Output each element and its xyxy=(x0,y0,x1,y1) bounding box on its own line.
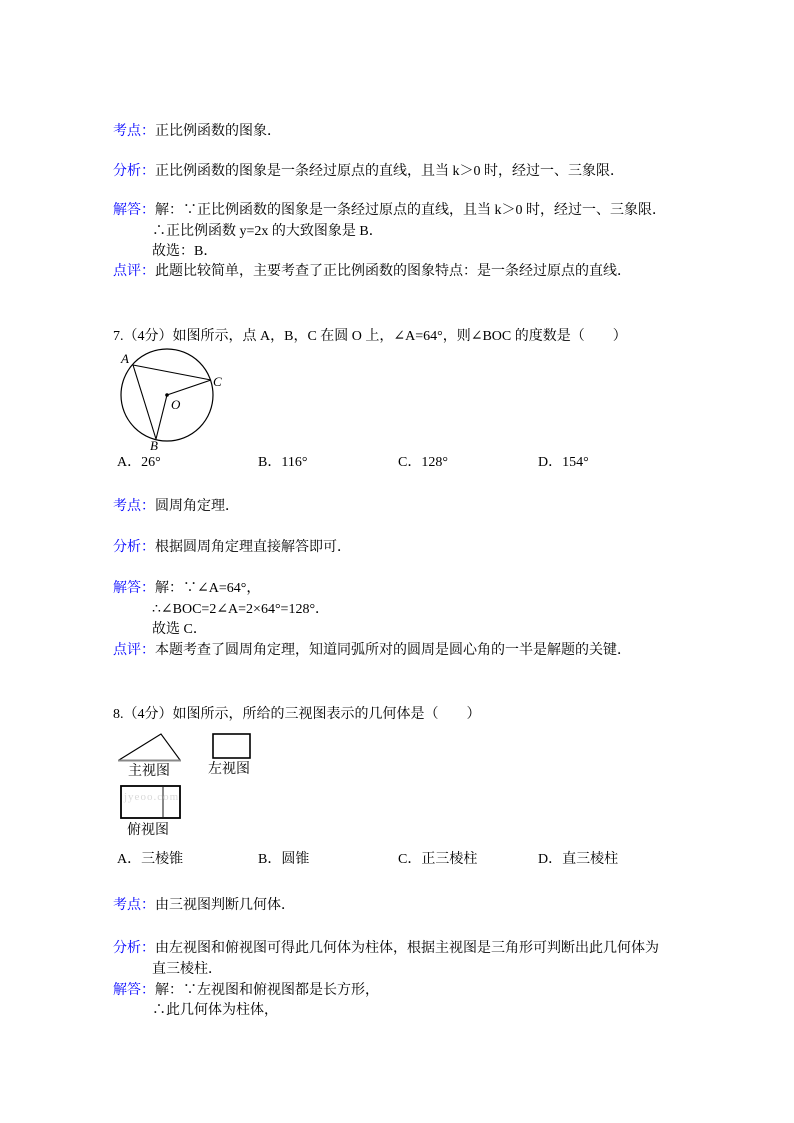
jieda-text1: 解：∵∠A=64°， xyxy=(155,581,261,596)
q7-dianping-line xyxy=(113,643,631,659)
jieda-label: 解答： xyxy=(113,983,155,998)
q6-dianping-line xyxy=(113,264,631,280)
q8-jieda-line1 xyxy=(113,983,379,999)
q6-jieda-line2 xyxy=(152,224,383,240)
q7-option-d: D．154° xyxy=(538,455,589,470)
radius-ob xyxy=(156,395,167,439)
q7-jieda-line2 xyxy=(152,602,329,618)
q7-jieda-line1 xyxy=(113,581,260,597)
kaodian-text: 圆周角定理． xyxy=(155,499,239,514)
fenxi-text2: 直三棱柱． xyxy=(152,962,222,977)
q6-kaodian-line xyxy=(113,124,281,140)
jieda-text2: ∴此几何体为柱体， xyxy=(152,1003,278,1018)
q8-title: 8.（4分）如图所示，所给的三视图表示的几何体是（ ） xyxy=(113,707,481,722)
fenxi-label: 分析： xyxy=(113,164,155,179)
dianping-label: 点评： xyxy=(113,643,155,658)
dianping-text: 本题考查了圆周角定理，知道同弧所对的圆周是圆心角的一半是解题的关键． xyxy=(155,643,631,658)
kaodian-label: 考点： xyxy=(113,124,155,139)
q7-title: 7.（4分）如图所示，点 A，B，C 在圆 O 上，∠A=64°，则∠BOC 的度数是（ ） xyxy=(113,329,627,344)
jieda-text2: ∴正比例函数 y=2x 的大致图象是 B． xyxy=(152,224,383,239)
point-c-label: C xyxy=(213,374,222,389)
jieda-text1: 解：∵左视图和俯视图都是长方形， xyxy=(155,983,379,998)
q6-jieda-line1 xyxy=(113,203,666,219)
q8-option-a: A．三棱锥 xyxy=(117,852,184,867)
kaodian-label: 考点： xyxy=(113,898,155,913)
q8-kaodian-line xyxy=(113,898,295,914)
chord-ac xyxy=(133,365,211,380)
kaodian-text: 正比例函数的图象． xyxy=(155,124,281,139)
q7-option-b: B．116° xyxy=(258,455,308,470)
jieda-text3: 故选：B． xyxy=(152,244,218,259)
q6-jieda-line3 xyxy=(152,244,217,260)
q8-option-b: B．圆锥 xyxy=(258,852,310,867)
jieda-text3: 故选 C． xyxy=(152,622,207,637)
circle-figure xyxy=(112,347,230,453)
jieda-text1: 解：∵正比例函数的图象是一条经过原点的直线，且当 k＞0 时，经过一、三象限． xyxy=(155,203,666,218)
front-view-label: 主视图 xyxy=(128,764,170,779)
side-view-label: 左视图 xyxy=(208,762,250,777)
front-view-triangle-sides xyxy=(119,734,180,760)
point-b-label: B xyxy=(150,438,158,453)
q7-option-c: C．128° xyxy=(398,455,448,470)
center-o-label: O xyxy=(171,397,181,412)
chord-ab xyxy=(133,365,156,439)
q7-option-a: A．26° xyxy=(117,455,161,470)
kaodian-label: 考点： xyxy=(113,499,155,514)
q7-fenxi-line xyxy=(113,540,351,556)
jieda-text2: ∴∠BOC=2∠A=2×64°=128°． xyxy=(152,602,330,617)
kaodian-text: 由三视图判断几何体． xyxy=(155,898,295,913)
q8-jieda-line2 xyxy=(152,1003,278,1019)
dianping-label: 点评： xyxy=(113,264,155,279)
center-dot xyxy=(165,393,169,397)
q7-kaodian-line xyxy=(113,499,239,515)
jieda-label: 解答： xyxy=(113,581,155,596)
fenxi-text1: 由左视图和俯视图可得此几何体为柱体，根据主视图是三角形可判断出此几何体为 xyxy=(155,941,659,956)
q8-option-d: D．直三棱柱 xyxy=(538,852,619,867)
fenxi-text: 根据圆周角定理直接解答即可． xyxy=(155,540,351,555)
point-a-label: A xyxy=(121,351,129,366)
top-view-label: 俯视图 xyxy=(127,823,169,838)
fenxi-label: 分析： xyxy=(113,941,155,956)
q7-jieda-line3 xyxy=(152,622,207,638)
q6-fenxi-line xyxy=(113,164,624,180)
q8-fenxi-line1 xyxy=(113,941,659,957)
jieda-label: 解答： xyxy=(113,203,155,218)
q8-fenxi-line2 xyxy=(152,962,222,978)
fenxi-label: 分析： xyxy=(113,540,155,555)
fenxi-text: 正比例函数的图象是一条经过原点的直线，且当 k＞0 时，经过一、三象限． xyxy=(155,164,624,179)
radius-oc xyxy=(167,380,211,395)
q8-option-c: C．正三棱柱 xyxy=(398,852,478,867)
dianping-text: 此题比较简单，主要考查了正比例函数的图象特点：是一条经过原点的直线． xyxy=(155,264,631,279)
side-view-rect xyxy=(213,734,250,758)
watermark: jyeoo.com xyxy=(124,791,180,803)
